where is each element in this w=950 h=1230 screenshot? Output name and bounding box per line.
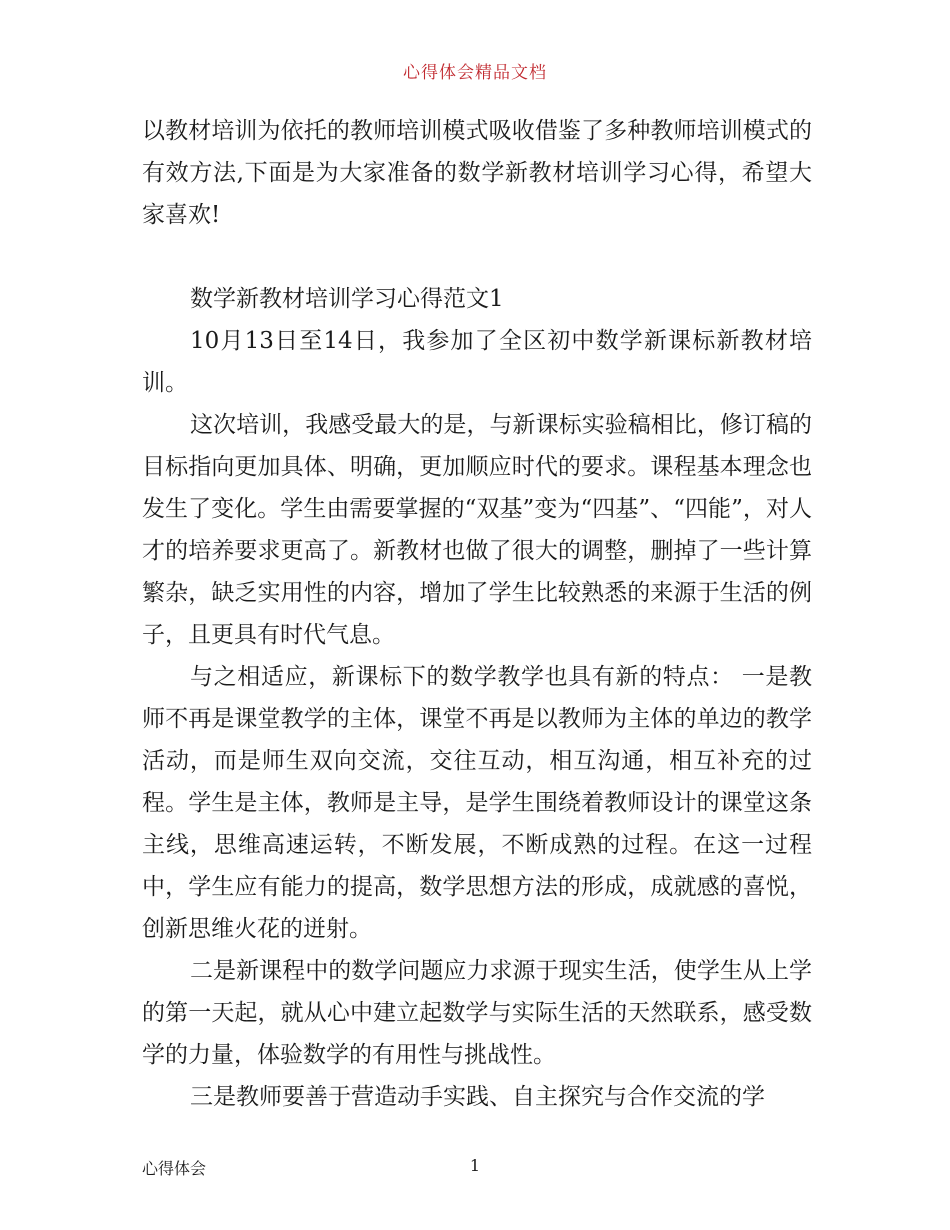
body-paragraph-1: 10月13日至14日，我参加了全区初中数学新课标新教材培训。 bbox=[142, 328, 812, 396]
body-paragraph-5: 三是教师要善于营造动手实践、自主探究与合作交流的学 bbox=[190, 1084, 765, 1110]
document-body bbox=[142, 110, 812, 1118]
body-paragraph-4: 二是新课程中的数学问题应力求源于现实生活，使学生从上学的第一天起，就从心中建立起数学与实际生活的天然联系，感受数学的力量，体验数学的有用性与挑战性。 bbox=[142, 958, 812, 1068]
paragraph-spacer bbox=[142, 236, 812, 278]
body-paragraph-3: 与之相适应，新课标下的数学教学也具有新的特点： 一是教师不再是课堂教学的主体，课堂不再是以教师为主体的单边的教学活动，而是师生双向交流，交往互动，相互沟通，相互补充的过程。学生是主体，教师是主导，是学生围绕着教师设计的课堂这条主线，思维高速运转，不断发展，不断成熟的过程。在这一过程中，学生应有能力的提高，数学思想方法的形成，成就感的喜悦，创新思维火花的迸射。 bbox=[142, 664, 812, 942]
intro-paragraph: 以教材培训为依托的教师培训模式吸收借鉴了多种教师培训模式的有效方法,下面是为大家准备的数学新教材培训学习心得，希望大家喜欢! bbox=[142, 118, 812, 228]
body-paragraph-2: 这次培训，我感受最大的是，与新课标实验稿相比，修订稿的目标指向更加具体、明确，更加顺应时代的要求。课程基本理念也发生了变化。学生由需要掌握的“双基”变为“四基”、“四能”，对人才的培养要求更高了。新教材也做了很大的调整，删掉了一些计算繁杂，缺乏实用性的内容，增加了学生比较熟悉的来源于生活的例子，且更具有时代气息。 bbox=[142, 412, 812, 648]
footer-label: 心得体会 bbox=[142, 1159, 207, 1178]
document-header-title: 心得体会精品文档 bbox=[403, 63, 547, 83]
section-heading: 数学新教材培训学习心得范文1 bbox=[190, 286, 504, 312]
page-number: 1 bbox=[469, 1156, 481, 1175]
